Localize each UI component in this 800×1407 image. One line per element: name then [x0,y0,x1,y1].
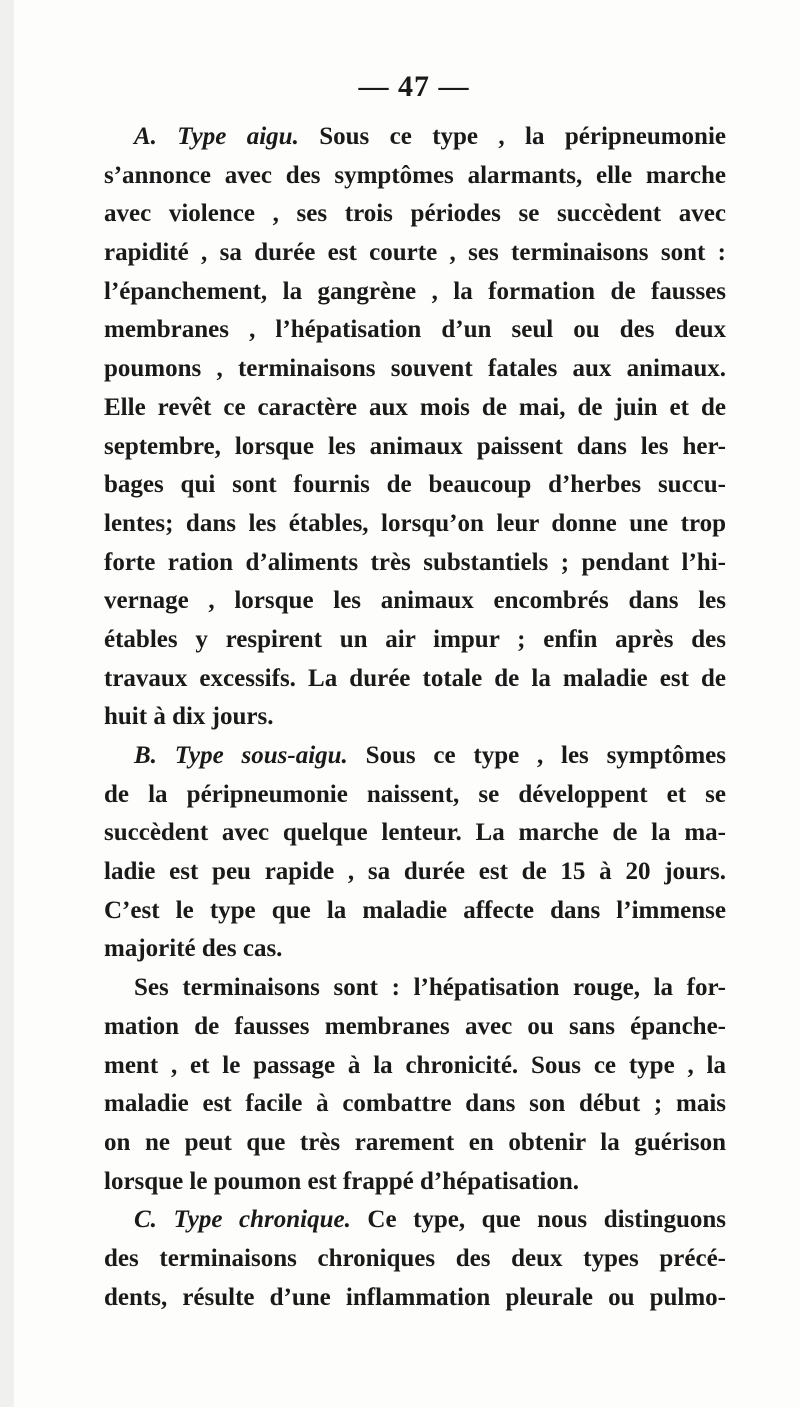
section-lead-b: B. Type sous-aigu. [134,742,348,769]
paragraph-type-sous-aigu [104,737,726,969]
text-line: étables y respirent un air impur ; enfin après des [104,625,726,653]
text-line: dents, résulte d’une inflammation pleurale ou pulmo- [104,1283,726,1311]
text-line: A. Type aigu. Sous ce type , la péripneumonie [134,123,726,150]
text-line: membranes , l’hépatisation d’un seul ou des deux [104,316,726,344]
text-line: B. Type sous-aigu. Sous ce type , les symptômes [134,742,726,769]
text-line: ladie est peu rapide , sa durée est de 15 à 20 jours. [104,858,726,886]
section-lead-a: A. Type aigu. [134,123,299,150]
text-line: C’est le type que la maladie affecte dans l’immense [104,896,726,924]
text-line: des terminaisons chroniques des deux types précé- [104,1244,726,1272]
text-line: vernage , lorsque les animaux encombrés dans les [104,587,726,615]
text-line: s’annonce avec des symptômes alarmants, elle marche [104,161,726,189]
section-lead-c: C. Type chronique. [134,1206,351,1234]
text-line: C. Type chronique. Ce type, que nous distinguons [134,1206,726,1234]
text-line: mation de fausses membranes avec ou sans épanche- [104,1012,726,1040]
text-line: ment , et le passage à la chronicité. Sous ce type , la [104,1051,726,1079]
text-line: lentes; dans les étables, lorsqu’on leur donne une trop [104,509,726,537]
text-line: maladie est facile à combattre dans son début ; mais [104,1090,726,1118]
text-line: poumons , terminaisons souvent fatales aux animaux. [104,355,726,383]
text-line: succèdent avec quelque lenteur. La marche de la ma- [104,819,726,847]
text-line: lorsque le poumon est frappé d’hépatisation. [104,1167,580,1195]
text-line: on ne peut que très rarement en obtenir la guérison [104,1128,726,1156]
text-line: Elle revêt ce caractère aux mois de mai, de juin et de [104,393,726,421]
text-line: avec violence , ses trois périodes se succèdent avec [104,200,726,228]
text-line: travaux excessifs. La durée totale de la maladie est de [104,664,726,692]
paragraph-type-chronique [104,1201,726,1317]
text-line: septembre, lorsque les animaux paissent dans les her- [104,432,726,460]
page-number: — 47 — [358,70,470,103]
text-line: majorité des cas. [104,935,283,963]
body-text [104,118,726,1317]
text-line: huit à dix jours. [104,703,274,731]
text-line: forte ration d’aliments très substantiels ; pendant l’hi- [104,548,726,576]
paragraph-type-aigu [104,118,726,737]
text-line: Ses terminaisons sont : l’hépatisation rouge, la for- [134,974,726,1002]
text-line: l’épanchement, la gangrène , la formation de fausses [104,277,726,305]
text-line: rapidité , sa durée est courte , ses terminaisons sont : [104,239,726,267]
paragraph-terminaisons [104,969,726,1201]
text-line: bages qui sont fournis de beaucoup d’herbes succu- [104,471,726,499]
text-line: de la péripneumonie naissent, se développent et se [104,780,726,808]
